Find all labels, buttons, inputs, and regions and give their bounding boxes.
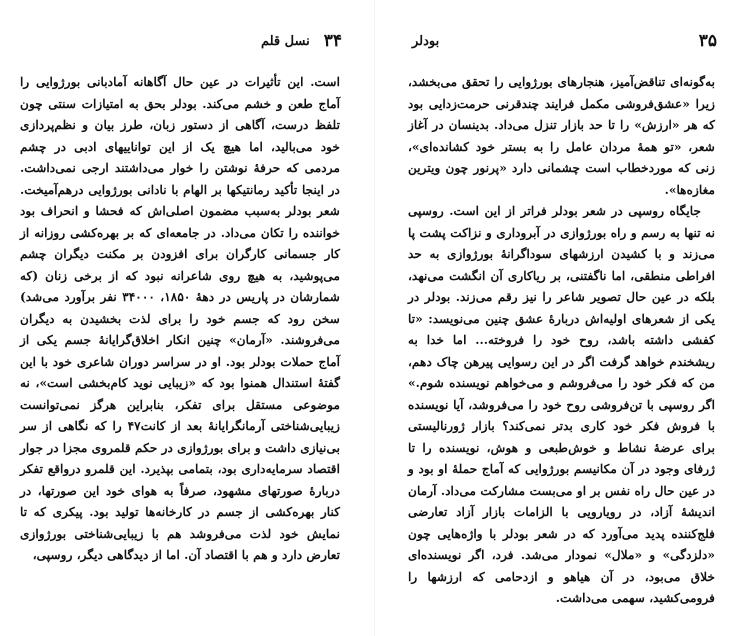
right-page-header <box>412 30 717 52</box>
left-page-number: ۳۴ <box>323 31 342 51</box>
left-page <box>0 0 372 636</box>
left-page-body <box>20 72 340 567</box>
right-paragraph-2: جایگاه روسپی در شعر بودلر فراتر از این است. روسپی نه تنها به رسم و راه بورژوازی در آبروداری و نزاکت پشت پا می‌زند و با کشیدن ارزشهای سوداگرانهٔ بورژوازی به حد افراطی منطقی، اما ناگفتنی، بر ریاکاری آن انگشت می‌نهد، بلکه در عین حال تصویر شاعر را نیز رقم می‌زند. بودلر در یکی از شعرهای اولیه‌اش دربارهٔ عشق چنین می‌نویسد: «تا کفشی داشته باشد، روح خود را فروخته... اما خدا به ریشخندم خواهد گرفت اگر در این رسوایی پیرهن چاک دهم، من که فکر خود را می‌فروشم و می‌خواهم نویسنده شوم.» اگر روسپی با تن‌فروشی روح خود را می‌فروشد، آیا نویسنده با فروش فکر خود کاری بدتر نمی‌کند؟ بازار ژورنالیستی برای عرضهٔ نشاط و خوش‌طبعی و هوش، نویسنده را تا ژرفای وجود در آن مکانیسم بورژوایی که آماج حملهٔ او بود و در عین حال راه نفس بر او می‌بست مشارکت می‌داد. آرمان اندیشهٔ آزاد، در رویارویی با الزامات بازار آزاد تعارضی فلج‌کننده پدید می‌آورد که در شعر بودلر با واژه‌هایی چون «دلزدگی» و «ملال» نمودار می‌شد. فرد، اگر نویسنده‌ای خلاق می‌بود، در آن هیاهو و ازدحامی که ارزشها را فرومی‌کشید، سهمی می‌داشت. <box>408 204 715 605</box>
right-running-head: بودلر <box>412 33 440 49</box>
right-paragraph-1: به‌گونه‌ای تناقض‌آمیز، هنجارهای بورژوایی را تحقق می‌بخشد، زیرا «عشق‌فروشی مکمل فرایند چندقرنی حرمت‌زدایی بود که هر «ارزش» را تا حد بازار تنزل می‌داد. بدینسان در آغاز شعر، «تو همهٔ مردان عامل را به بستر خود کشانده‌ای»، زنی که موردخطاب است چشمانی دارد «پرنور چون ویترین مغازه‌ها». <box>408 75 715 197</box>
right-page <box>378 0 745 636</box>
left-paragraph-1: است. این تأثیرات در عین حال آگاهانه آمادبانی بورژوایی را آماج طعن و خشم می‌کند. بودلر بحق به امتیازات سنتی چون تلفظ درست، آگاهی از دستور زبان، طرز بیان و نظم‌پردازی خود می‌بالید، اما هیچ یک از این تواناییهای ادبی در چشم مردمی که حرفهٔ نوشتن را خوار می‌داشتند ارجی نمی‌داشت. در اینجا تأکید رمانتیکها بر الهام با نادانی بورژوایی درهم‌آمیخت. شعر بودلر به‌سبب مضمون اصلی‌اش که فحشا و انحراف بود خواننده را تکان می‌داد. در جامعه‌ای که بر بهره‌کشی روزانه از کار جسمانی کارگران برای افزودن بر مکنت دیگران چشم می‌پوشید، به هیچ روی شاعرانه نبود که از برخی زنان (که شمارشان در پاریس در دههٔ ۱۸۵۰، ۳۴۰۰۰ نفر برآورد می‌شد) سخن رود که جسم خود را برای لذت بخشیدن به دیگران می‌فروشند. «آرمان» چنین انکار اخلاق‌گرایانهٔ جسم یکی از آماج حملات بودلر بود. او در سراسر دوران شاعری خود با این گفتهٔ استندال همنوا بود که «زیبایی نوید کام‌بخشی است»، نه موضوعی مستقل برای تفکر، بنابراین هرگز نمی‌توانست زیبایی‌شناختی آرمانگرایانهٔ بعد از کانت۴۷ را که نگاهی از سر بی‌نیازی داشت و برای بورژوازی در حکم قلمروی مجزا در جوار اقتصاد سرمایه‌داری بود، بتمامی بپذیرد. این قلمرو درواقع تفکر دربارهٔ صورتهای مشهود، صرفاً به هوای خود این صورتها، در کنار بهره‌کشی از جسم در کارخانه‌ها تولید بود. پیکری که تا نمایش خود لذت می‌فروشد هم با زیبایی‌شناختی بورژوازی تعارض دارد و هم با اقتصاد آن. اما از دیدگاهی دیگر، روسپی، <box>20 75 341 562</box>
page-gutter <box>374 0 375 636</box>
right-page-body <box>408 72 715 610</box>
right-page-number: ۳۵ <box>698 31 717 51</box>
left-running-head: نسل قلم <box>260 33 310 49</box>
left-page-header <box>250 30 342 52</box>
